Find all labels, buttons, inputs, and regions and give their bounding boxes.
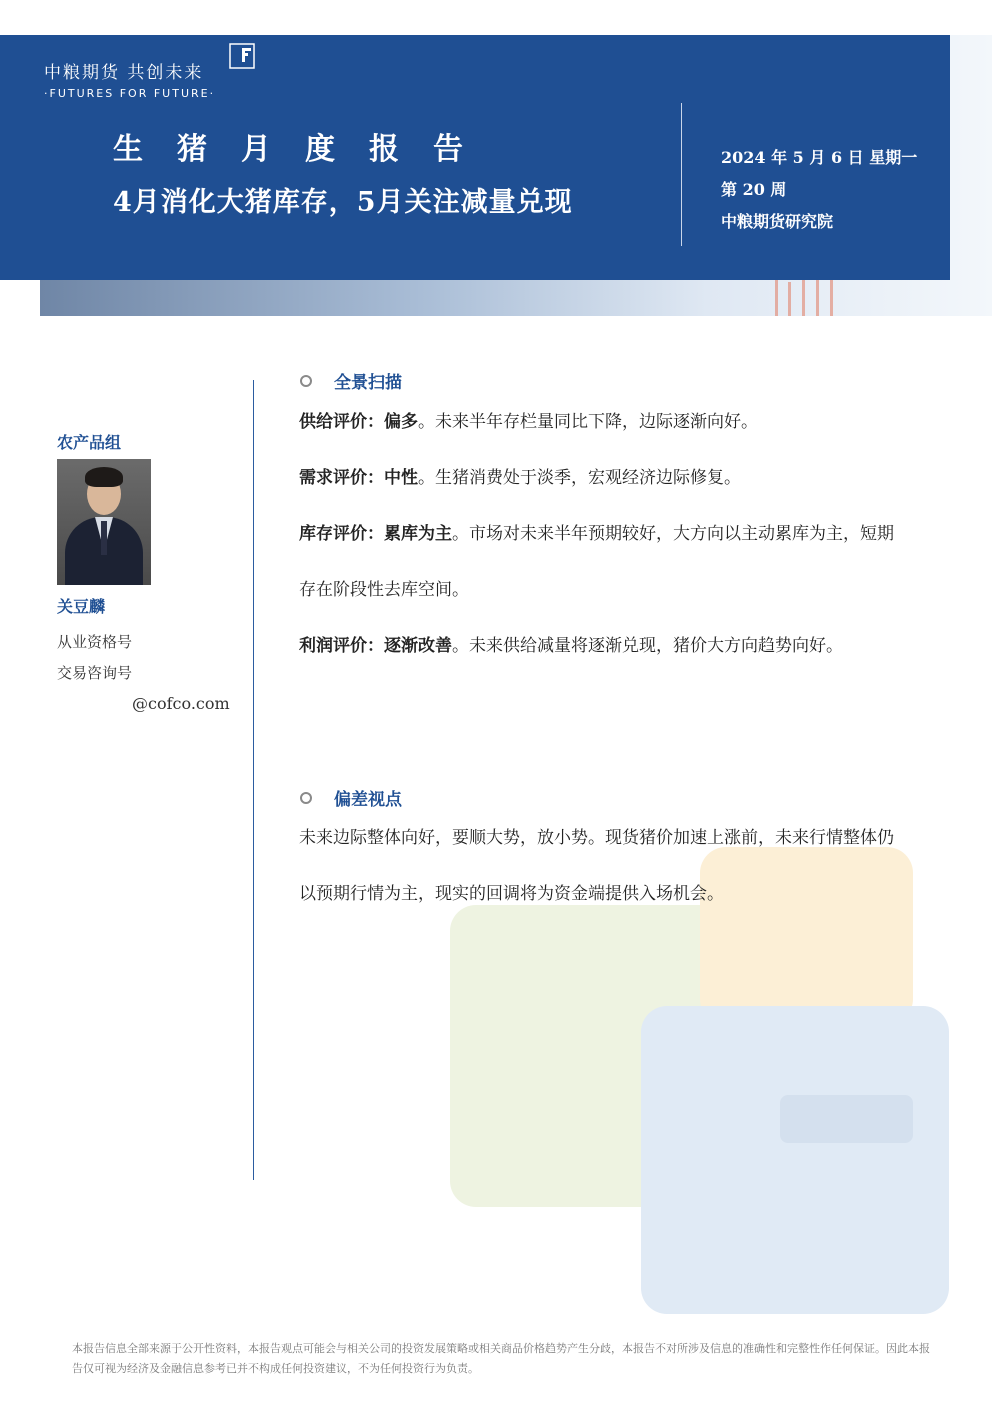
profit-evaluation — [299, 618, 904, 674]
overview-heading-text: 全景扫描 — [334, 373, 402, 393]
bullet-circle-icon — [300, 792, 312, 804]
analyst-photo — [57, 459, 151, 585]
report-subtitle: 4月消化大猪库存，5月关注减量兑现 — [113, 187, 573, 218]
deviation-heading — [300, 785, 402, 810]
qualification-label: 从业资格号 — [57, 633, 133, 651]
header-divider — [681, 103, 682, 246]
evaluation-label: 库存评价： — [299, 524, 384, 544]
logo-mark-icon — [229, 43, 255, 69]
bullet-circle-icon — [300, 375, 312, 387]
evaluation-verdict: 偏多 — [384, 412, 418, 432]
analyst-email[interactable]: @cofco.com — [132, 694, 230, 713]
deviation-heading-text: 偏差视点 — [334, 790, 402, 810]
research-group: 农产品组 — [57, 433, 122, 452]
logo-chinese-text: 中粮期货 共创未来 — [44, 63, 204, 83]
evaluation-verdict: 中性 — [384, 468, 418, 488]
evaluation-text: 。生猪消费处于淡季，宏观经济边际修复。 — [418, 468, 741, 488]
evaluation-text: 。未来半年存栏量同比下降，边际逐渐向好。 — [418, 412, 758, 432]
decor-square-blue — [641, 1006, 949, 1314]
overview-heading — [300, 368, 402, 393]
demand-evaluation — [299, 450, 904, 506]
company-logo — [44, 58, 215, 100]
evaluation-label: 供给评价： — [299, 412, 384, 432]
analyst-name: 关豆麟 — [57, 597, 106, 616]
logo-english-text: ·FUTURES FOR FUTURE· — [44, 87, 216, 100]
institute-name: 中粮期货研究院 — [721, 212, 834, 231]
evaluation-label: 需求评价： — [299, 468, 384, 488]
report-title: 生猪月度报告 — [113, 132, 497, 167]
evaluation-text: 。市场对未来半年预期较好，大方向以主动累库为主，短期存在阶段性去库空间。 — [299, 524, 894, 600]
decor-bar-blue — [780, 1095, 913, 1143]
advisory-label: 交易咨询号 — [57, 664, 133, 682]
sidebar-divider — [253, 380, 254, 1180]
evaluation-label: 利润评价： — [299, 636, 384, 656]
evaluation-verdict: 累库为主 — [384, 524, 452, 544]
evaluation-text: 。未来供给减量将逐渐兑现，猪价大方向趋势向好。 — [452, 636, 843, 656]
disclaimer: 本报告信息全部来源于公开性资料，本报告观点可能会与相关公司的投资发展策略或相关商品价格趋势产生分歧，本报告不对所涉及信息的准确性和完整性作任何保证。因此本报告仅可视为经济及金融信息参考已并不构成任何投资建议，不为任何投资行为负责。 — [72, 1342, 930, 1375]
report-week: 第 20 周 — [721, 180, 787, 199]
inventory-evaluation — [299, 506, 904, 618]
deviation-text: 未来边际整体向好，要顺大势，放小势。现货猪价加速上涨前，未来行情整体仍以预期行情为主，现实的回调将为资金端提供入场机会。 — [299, 828, 894, 904]
evaluation-verdict: 逐渐改善 — [384, 636, 452, 656]
supply-evaluation — [299, 394, 904, 450]
report-date: 2024 年 5 月 6 日 星期一 — [721, 148, 918, 167]
